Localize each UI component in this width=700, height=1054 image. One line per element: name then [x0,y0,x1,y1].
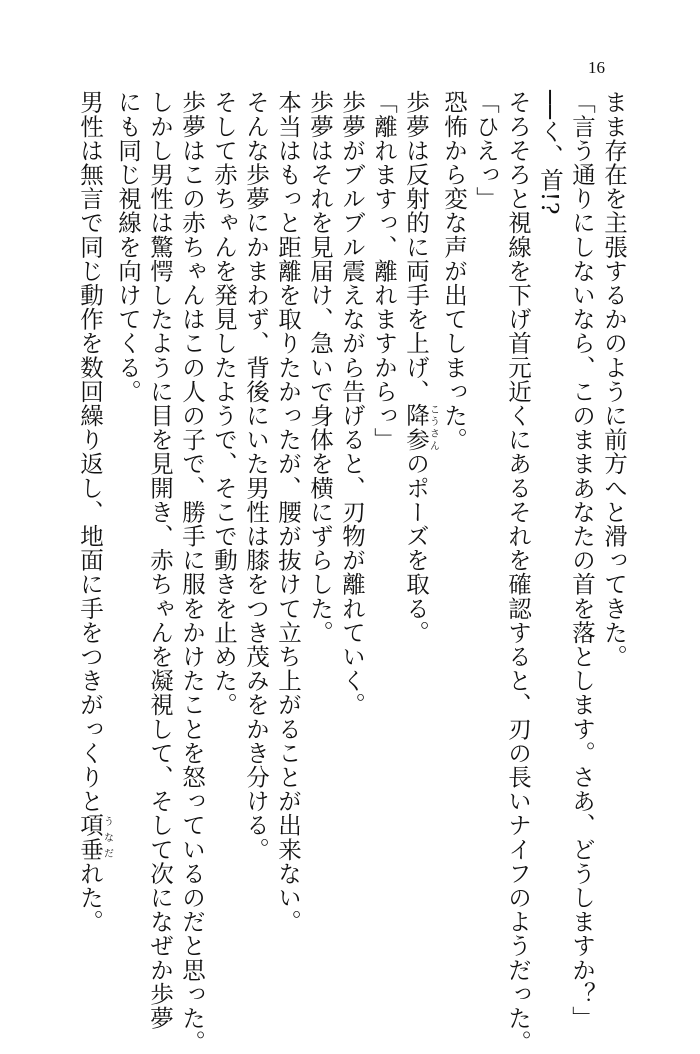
text-line-1: まま存在を主張するかのように前方へと滑ってきた。 [600,90,628,669]
text-line-16: にも同じ視線を向けてくる。 [114,90,142,404]
ruby-reading: うなだ [101,813,113,862]
text-line-2: 「言う通りにしないなら、このままあなたの首を落とします。さあ、どうしますか？」 [568,90,596,1030]
text-line-17 [74,90,112,970]
text-line-3: ──く、首!? [536,90,564,216]
text-line-12: そんな歩夢にかまわず、背後にいた男性は膝をつき茂みをかき分ける。 [242,90,270,862]
ruby-base: 降参 [402,403,430,452]
text-segment: れた。 [76,861,104,934]
text-segment: のポーズを取る。 [402,451,430,645]
text-line-9: 歩夢がブルブル震えながら告げると、刃物が離れていく。 [338,90,366,717]
text-segment: 歩夢は反射的に両手を上げ、 [402,90,430,404]
ruby-word [76,813,113,862]
text-line-13: そして赤ちゃんを発見したようで、そこで動きを止めた。 [210,90,238,717]
text-line-4: そろそろと視線を下げ首元近くにあるそれを確認すると、刃の長いナイフのようだった。 [504,90,532,1054]
page-number: 16 [588,58,605,77]
text-line-11: 本当はもっと距離を取りたかったが、腰が抜けて立ち上がることが出来ない。 [274,90,302,934]
text-line-14: 歩夢はこの赤ちゃんはこの人の子で、勝手に服をかけたことを怒っているのだと思った。 [178,90,206,1054]
vertical-text-body [76,90,630,1054]
text-line-15: しかし男性は驚愕したように目を見開き、赤ちゃんを凝視して、そして次になぜか歩夢 [146,90,174,1030]
text-line-7 [400,90,438,970]
ruby-word [402,403,439,452]
text-line-8: 「離れますっ、離れますからっ」 [370,90,398,452]
ruby-reading: こうさん [427,403,439,452]
text-line-6: 恐怖から変な声が出てしまった。 [440,90,468,452]
text-line-5: 「ひえっ」 [472,90,500,211]
text-line-10: 歩夢はそれを見届け、急いで身体を横にずらした。 [306,90,334,645]
ruby-base: 項垂 [76,813,104,862]
text-segment: 男性は無言で同じ動作を数回繰り返し、地面に手をつきがっくりと [76,90,104,813]
